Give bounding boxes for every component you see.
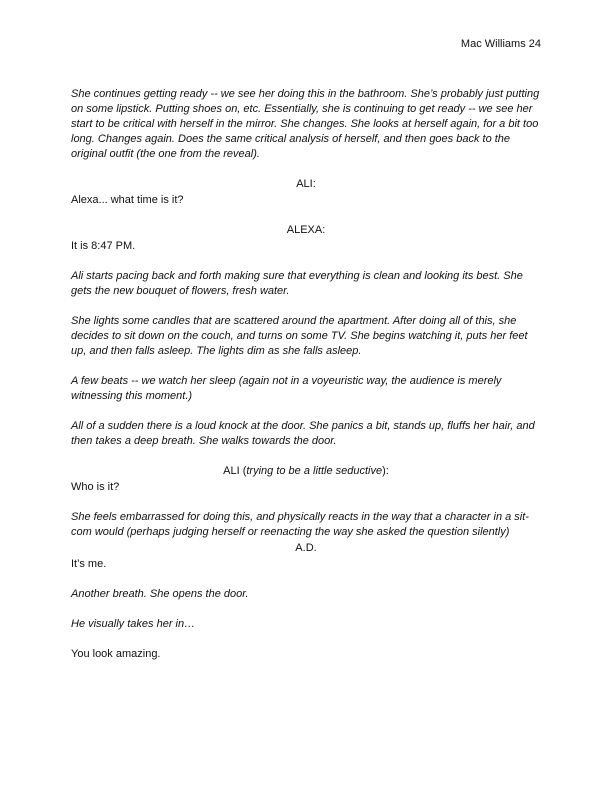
dialogue-line: It is 8:47 PM. <box>71 240 136 252</box>
action-line: Another breath. She opens the door. <box>71 588 249 600</box>
action-line: She feels embarrassed for doing this, and physically reacts in the way that a character in a sit-com would (perhaps judging herself or reenacting the way she asked the question silently) <box>71 511 529 538</box>
parenthetical: trying to be a little seductive <box>246 465 383 477</box>
character-name-text: ALI ( <box>223 465 247 477</box>
page-header: Mac Williams 24 <box>460 38 541 50</box>
dialogue-line: It’s me. <box>71 558 107 570</box>
action-line: She lights some candles that are scattered around the apartment. After doing all of this, she decides to sit down on the couch, and turns on some TV. She begins watching it, puts her feet up, and then falls asleep. The lights dim as she falls asleep. <box>71 315 528 357</box>
action-line: A few beats -- we watch her sleep (again not in a voyeuristic way, the audience is merely witnessing this moment.) <box>71 375 502 402</box>
character-name-close: ): <box>382 465 389 477</box>
dialogue-line: Alexa... what time is it? <box>71 194 184 206</box>
action-line: He visually takes her in… <box>71 618 196 630</box>
character-name <box>71 464 541 479</box>
action-line: All of a sudden there is a loud knock at the door. She panics a bit, stands up, fluffs her hair, and then takes a deep breath. She walks towards the door. <box>71 420 535 447</box>
character-name: ALI: <box>296 178 316 190</box>
script-body <box>71 87 541 662</box>
action-line: Ali starts pacing back and forth making sure that everything is clean and looking its best. She gets the new bouquet of flowers, fresh water. <box>71 270 523 297</box>
dialogue-line: You look amazing. <box>71 648 161 660</box>
character-name: A.D. <box>295 542 317 554</box>
action-line: She continues getting ready -- we see her doing this in the bathroom. She’s probably just putting on some lipstick. Putting shoes on, etc. Essentially, she is continuing to get ready -- we see her start to be critical with herself in the mirror. She changes. She looks at herself again, for a bit too long. Changes again. Does the same critical analysis of herself, and then goes back to the original outfit (the one from the reveal). <box>71 88 540 160</box>
dialogue-line: Who is it? <box>71 481 120 493</box>
character-name: ALEXA: <box>286 224 326 236</box>
